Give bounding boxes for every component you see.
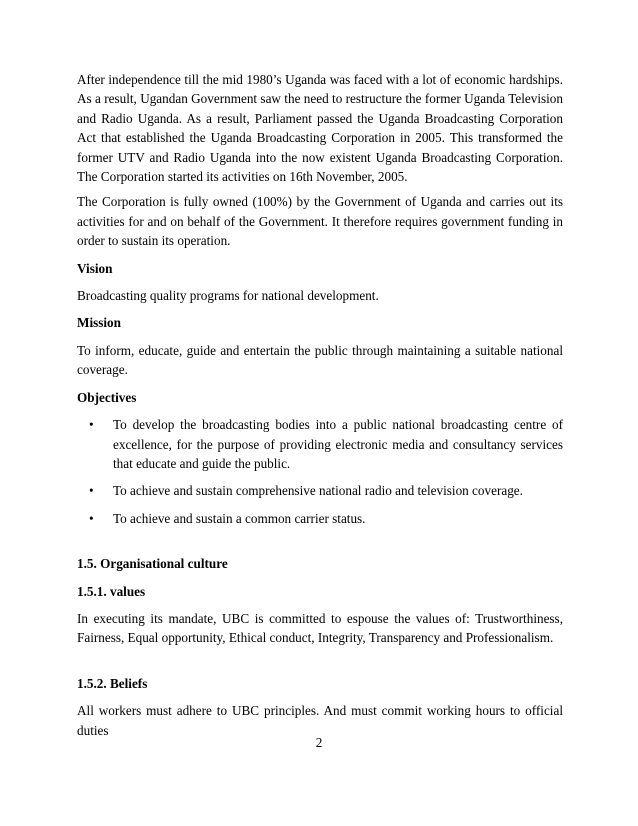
- beliefs-text: All workers must adhere to UBC principles. And must commit working hours to official duties: [77, 703, 563, 738]
- mission-heading: Mission: [77, 315, 121, 331]
- objective-item-3: [77, 509, 563, 528]
- mission-text: To inform, educate, guide and entertain the public through maintaining a suitable national coverage.: [77, 342, 563, 378]
- objectives-heading: Objectives: [77, 389, 137, 405]
- objectives-list: [77, 415, 563, 528]
- bullet-icon: •: [89, 417, 94, 433]
- values-heading: 1.5.1. values: [77, 583, 146, 599]
- bullet-icon: •: [89, 510, 94, 526]
- vision-text: Broadcasting quality programs for national development.: [77, 288, 379, 304]
- objective-item-2: [77, 481, 563, 500]
- intro-paragraph-1: After independence till the mid 1980’s Uganda was faced with a lot of economic hardships. As a result, Ugandan Government saw the need to restructure the former Uganda Television and Radio Uganda. As a result, Parliament passed the Uganda Broadcasting Corporation Act that established the Uganda Broadcasting Corporation in 2005. This transformed the former UTV and Radio Uganda into the now existent Uganda Broadcasting Corporation. The Corporation started its activities on 16th November, 2005.: [77, 72, 563, 185]
- document-page: [77, 70, 563, 740]
- beliefs-heading: 1.5.2. Beliefs: [77, 675, 148, 691]
- page-number: 2: [315, 735, 323, 750]
- objective-text: To develop the broadcasting bodies into a public national broadcasting centre of excellence, for the purpose of providing electronic media and consultancy services that educate and guide the public.: [113, 417, 563, 471]
- values-text: In executing its mandate, UBC is committed to espouse the values of: Trustworthiness, Fairness, Equal opportunity, Ethical conduct, Integrity, Transparency and Professionalism.: [77, 610, 563, 646]
- intro-paragraph-2: The Corporation is fully owned (100%) by the Government of Uganda and carries out its activities for and on behalf of the Government. It therefore requires government funding in order to sustain its operation.: [77, 194, 563, 249]
- objective-text: To achieve and sustain comprehensive national radio and television coverage.: [113, 483, 523, 499]
- culture-heading: 1.5. Organisational culture: [77, 556, 228, 572]
- objective-text: To achieve and sustain a common carrier status.: [113, 510, 366, 526]
- bullet-icon: •: [89, 483, 94, 499]
- vision-heading: Vision: [77, 260, 113, 276]
- objective-item-1: [77, 415, 563, 473]
